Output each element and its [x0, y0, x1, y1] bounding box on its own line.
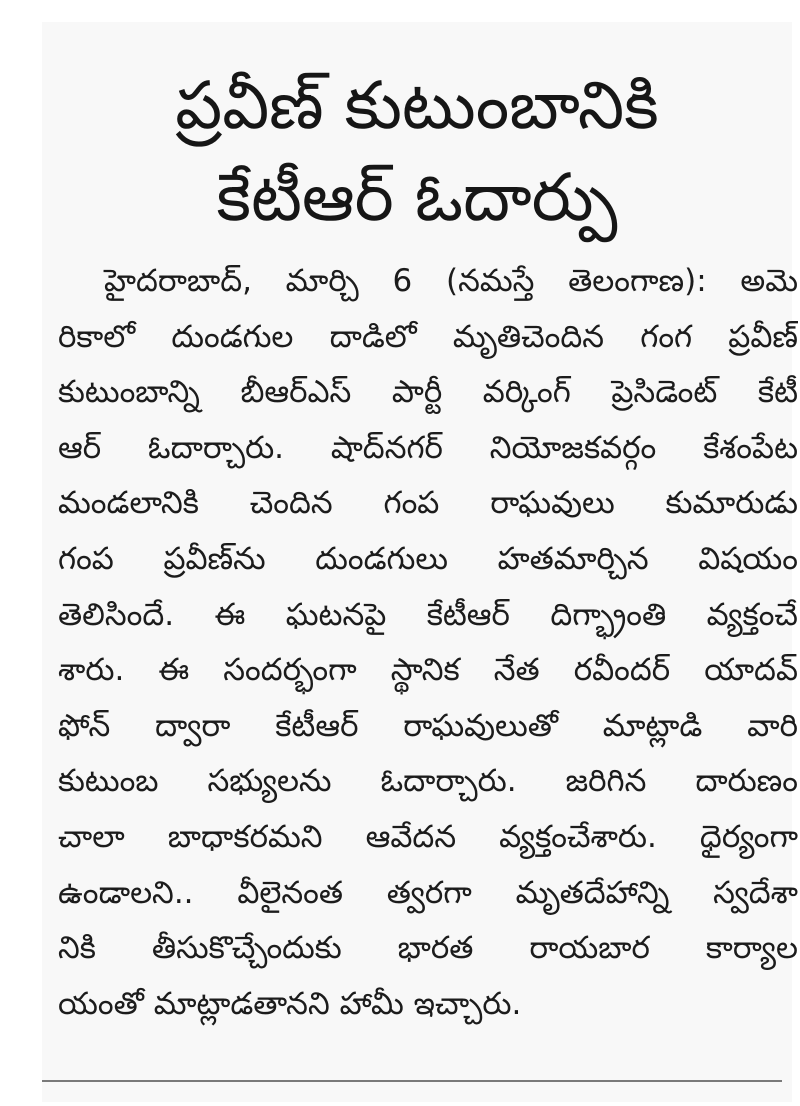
news-clipping [42, 22, 798, 1102]
body-line-13: నికి తీసుకొచ్చేందుకు భారత రాయబార కార్యాల [58, 930, 798, 967]
bottom-divider [42, 1080, 782, 1082]
body-line-8: శారు. ఈ సందర్భంగా స్థానిక నేత రవీందర్ యాదవ్ [58, 652, 798, 689]
body-line-5: మండలానికి చెందిన గంప రాఘవులు కుమారుడు [58, 485, 798, 522]
body-line-3: కుటుంబాన్ని బీఆర్ఎస్ పార్టీ వర్కింగ్ ప్రెసిడెంట్ కేటీ [58, 374, 798, 411]
body-line-11: చాలా బాధాకరమని ఆవేదన వ్యక్తంచేశారు. ధైర్యంగా [58, 818, 798, 855]
body-line-7: తెలిసిందే. ఈ ఘటనపై కేటీఆర్ దిగ్భ్రాంతి వ్యక్తంచే [58, 596, 798, 633]
headline [42, 22, 792, 244]
body-line-1: హైదరాబాద్, మార్చి 6 (నమస్తే తెలంగాణ): అమె [104, 263, 798, 299]
body-line-10: కుటుంబ సభ్యులను ఓదార్చారు. జరిగిన దారుణం [58, 763, 798, 800]
body-line-14: యంతో మాట్లాడతానని హామీ ఇచ్చారు. [58, 985, 522, 1022]
body-line-12: ఉండాలని.. వీలైనంత త్వరగా మృతదేహాన్ని స్వదేశా [58, 874, 798, 911]
headline-line-1: ప్రవీణ్ కుటుంబానికి [175, 67, 659, 144]
headline-line-2: కేటీఆర్ ఓదార్పు [216, 159, 618, 236]
body-line-9: ఫోన్ ద్వారా కేటీఆర్ రాఘవులుతో మాట్లాడి వారి [58, 707, 798, 744]
body-line-2: రికాలో దుండగుల దాడిలో మృతిచెందిన గంగ ప్రవీణ్ [58, 318, 798, 355]
body-line-6: గంప ప్రవీణ్‌ను దుండగులు హతమార్చిన విషయం [58, 540, 798, 577]
article-body [58, 254, 798, 1032]
body-line-4: ఆర్ ఓదార్చారు. షాద్‌నగర్ నియోజకవర్గం కేశంపేట [58, 429, 798, 466]
